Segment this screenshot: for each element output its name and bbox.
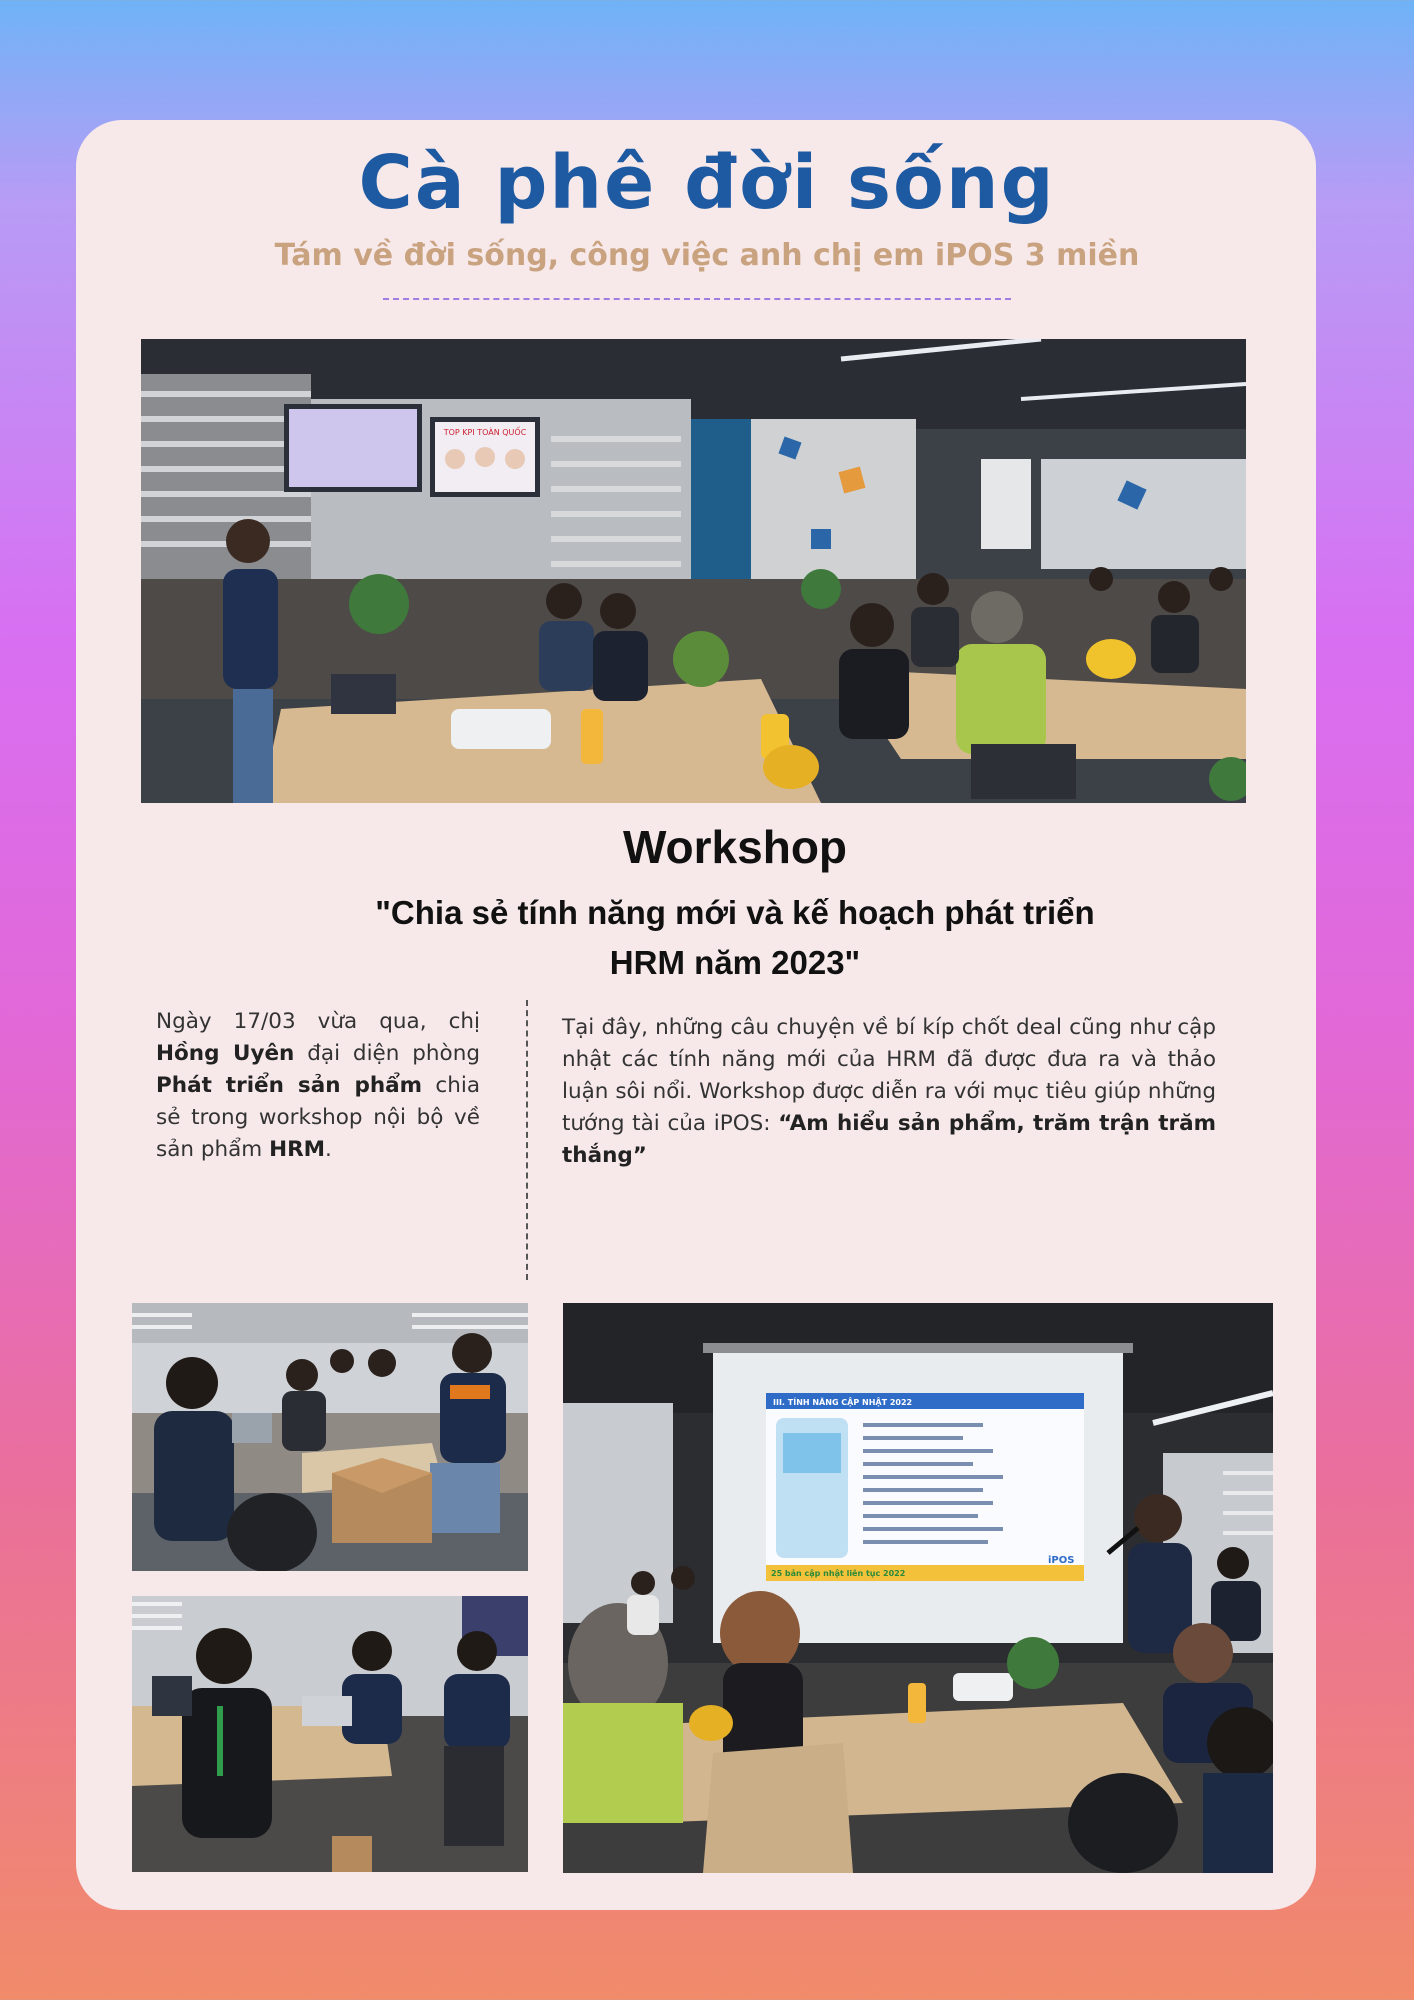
workshop-photo-audience-2 bbox=[132, 1596, 528, 1872]
department-name: Phát triển sản phẩm bbox=[156, 1073, 423, 1098]
workshop-heading: Workshop bbox=[622, 821, 848, 873]
workshop-subheading bbox=[340, 888, 1130, 988]
workshop-photo-audience-1 bbox=[132, 1303, 528, 1571]
slide-heading: III. TÍNH NĂNG CẬP NHẬT 2022 bbox=[773, 1398, 913, 1407]
page-subtitle: Tám về đời sống, công việc anh chị em iPOS 3 miền bbox=[274, 238, 1140, 273]
tv-caption: TOP KPI TOÀN QUỐC bbox=[443, 428, 527, 437]
slide-logo: iPOS bbox=[1048, 1555, 1075, 1566]
title-divider bbox=[383, 298, 1011, 300]
workshop-photo-main bbox=[141, 339, 1246, 803]
intro-text-1: Ngày 17/03 vừa qua, chị bbox=[156, 1009, 480, 1034]
column-divider bbox=[526, 1000, 528, 1280]
details-text: Tại đây, những câu chuyện về bí kíp chốt deal cũng như cập nhật các tính năng mới của HRM đã được đưa ra và thảo luận sôi nổi. Workshop được diễn ra với mục tiêu giúp những tướng tài của iPOS: bbox=[562, 1015, 1216, 1136]
intro-text-3: chia sẻ trong workshop nội bộ về sản phẩm bbox=[156, 1073, 480, 1162]
product-name: HRM bbox=[269, 1137, 326, 1162]
intro-text-2: đại diện phòng bbox=[294, 1041, 480, 1066]
intro-text-4: . bbox=[325, 1137, 332, 1162]
slogan: “Am hiểu sản phẩm, trăm trận trăm thắng” bbox=[562, 1111, 1216, 1168]
intro-paragraph bbox=[156, 1006, 480, 1166]
workshop-subheading-line2: HRM năm 2023" bbox=[609, 944, 861, 981]
workshop-photo-presentation bbox=[563, 1303, 1273, 1873]
slide-footer: 25 bản cập nhật liên tục 2022 bbox=[771, 1569, 906, 1578]
workshop-subheading-line1: "Chia sẻ tính năng mới và kế hoạch phát triển bbox=[375, 894, 1095, 931]
speaker-name: Hồng Uyên bbox=[156, 1041, 295, 1066]
page-title: Cà phê đời sống bbox=[358, 140, 1056, 226]
details-paragraph bbox=[562, 1012, 1216, 1172]
